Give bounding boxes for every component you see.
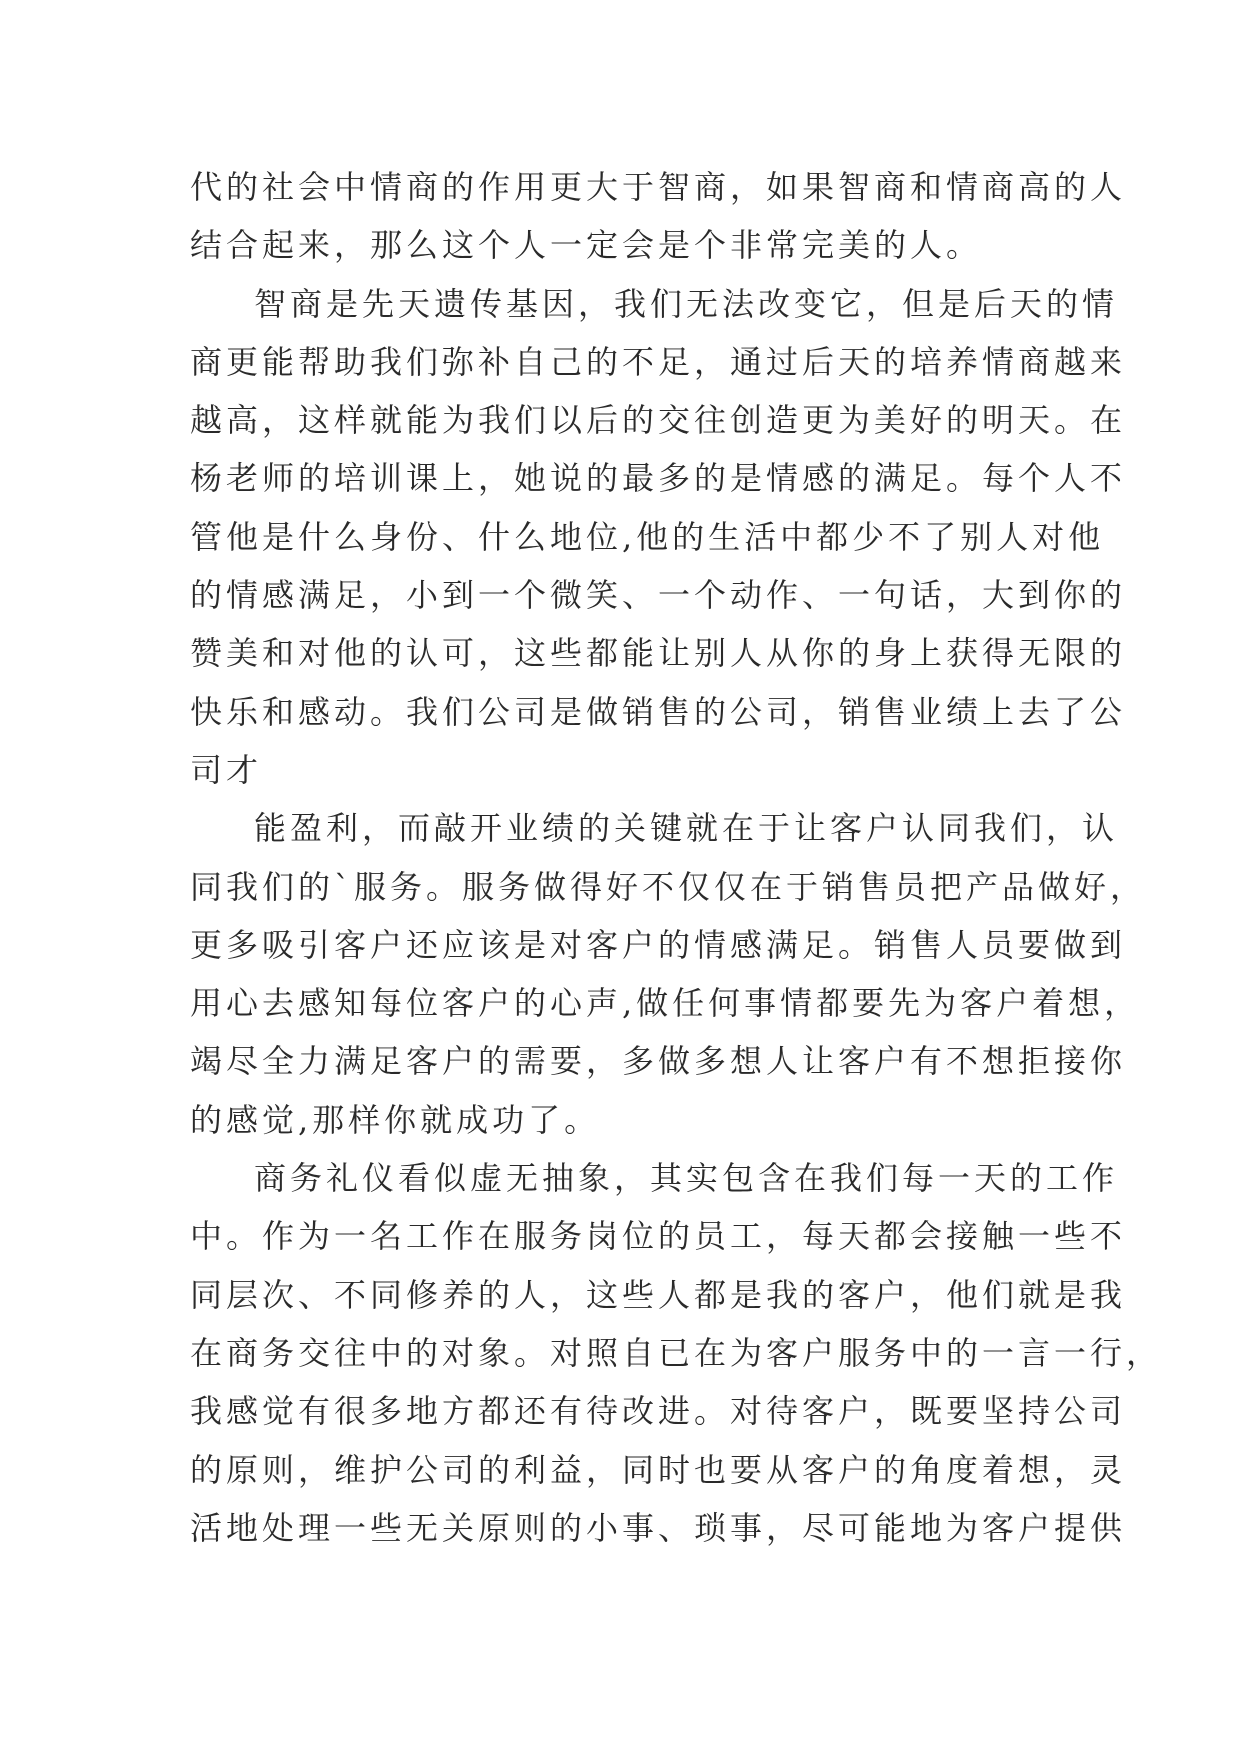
text-line: 代的社会中情商的作用更大于智商，如果智商和情商高的人: [190, 168, 1127, 206]
paragraph: [190, 275, 1127, 800]
text-line: 活地处理一些无关原则的小事、琐事，尽可能地为客户提供: [190, 1508, 1127, 1547]
text-line: 司才: [190, 750, 263, 789]
text-line: 管他是什么身份、什么地位,他的生活中都少不了别人对他: [190, 517, 1105, 556]
text-line: 的感觉,那样你就成功了。: [190, 1100, 601, 1139]
text-line: 商务礼仪看似虚无抽象，其实包含在我们每一天的工作: [254, 1159, 1119, 1198]
text-line: 杨老师的培训课上，她说的最多的是情感的满足。每个人不: [190, 459, 1127, 498]
text-line: 更多吸引客户还应该是对客户的情感满足。销售人员要做到: [190, 925, 1127, 964]
text-line: 越高，这样就能为我们以后的交往创造更为美好的明天。在: [190, 401, 1127, 440]
text-line: 赞美和对他的认可，这些都能让别人从你的身上获得无限的: [190, 634, 1127, 673]
text-line: 智商是先天遗传基因，我们无法改变它，但是后天的情: [254, 284, 1119, 323]
text-line: 在商务交往中的对象。对照自已在为客户服务中的一言一行，: [190, 1333, 1163, 1372]
paragraph: [190, 1149, 1163, 1557]
text-line: 能盈利，而敲开业绩的关键就在于让客户认同我们，认: [254, 809, 1119, 848]
text-line: 竭尽全力满足客户的需要，多做多想人让客户有不想拒接你: [190, 1042, 1127, 1081]
text-line: 我感觉有很多地方都还有待改进。对待客户，既要坚持公司: [190, 1392, 1127, 1431]
text-line: 商更能帮助我们弥补自己的不足，通过后天的培养情商越来: [190, 342, 1127, 381]
text-line: 结合起来，那么这个人一定会是个非常完美的人。: [190, 226, 983, 265]
text-line: 用心去感知每位客户的心声,做任何事情都要先为客户着想，: [190, 984, 1141, 1023]
text-line: 中。作为一名工作在服务岗位的员工，每天都会接触一些不: [190, 1217, 1127, 1256]
text-line: 同层次、不同修养的人，这些人都是我的客户，他们就是我: [190, 1275, 1127, 1314]
document-body: [190, 158, 1163, 1557]
text-line: 同我们的`服务。服务做得好不仅仅在于销售员把产品做好，: [190, 867, 1147, 906]
text-line: 的原则，维护公司的利益，同时也要从客户的角度着想，灵: [190, 1450, 1127, 1489]
text-line: 快乐和感动。我们公司是做销售的公司，销售业绩上去了公: [190, 692, 1127, 731]
text-line: 的情感满足，小到一个微笑、一个动作、一句话，大到你的: [190, 576, 1127, 615]
paragraph: [190, 158, 1127, 275]
paragraph: [190, 799, 1147, 1149]
